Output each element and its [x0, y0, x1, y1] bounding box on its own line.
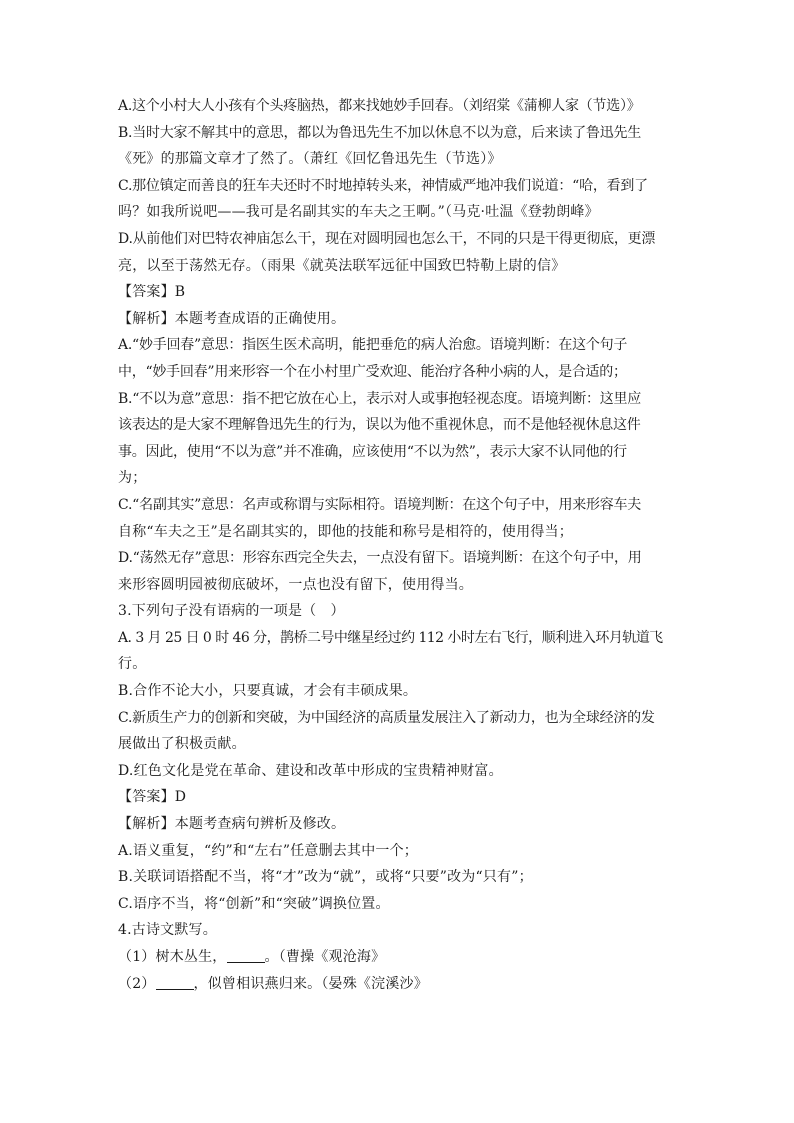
fill-blank-line [118, 944, 678, 971]
fill-blank-suffix: 。（曹操《观沧海》 [264, 949, 386, 965]
text-line: 亮，以至于荡然无存。（雨果《就英法联军远征中国致巴特勒上尉的信》 [118, 257, 566, 274]
text-line: 来形容圆明园被彻底破坏，一点也没有留下，使用得当。 [118, 576, 473, 593]
option-line: 展做出了积极贡献。 [118, 736, 246, 753]
analysis-label: 【解析】本题考查病句辨析及修改。 [118, 816, 346, 833]
option-line: D.红色文化是党在革命、建设和改革中形成的宝贵精神财富。 [118, 762, 503, 779]
text-line: 为； [118, 470, 147, 487]
text-line: B.当时大家不解其中的意思，都以为鲁迅先生不加以休息不以为意，后来读了鲁迅先生 [118, 124, 641, 141]
fill-blank-prefix: （2） [118, 975, 156, 992]
text-line: C.语序不当，将“创新”和“突破”调换位置。 [118, 895, 390, 912]
answer-blank [156, 975, 194, 990]
text-line: B.“不以为意”意思：指不把它放在心上，表示对人或事抱轻视态度。语境判断：这里应 [118, 390, 642, 407]
document-page [118, 93, 678, 997]
text-line: 事。因此，使用“不以为意”并不准确，应该使用“不以为然”，表示大家不认同他的行 [118, 443, 627, 460]
fill-blank-line [118, 971, 678, 998]
fill-blank-prefix: （1）树木丛生， [118, 949, 227, 965]
option-line: A. 3 月 25 日 0 时 46 分，鹊桥二号中继星经过约 112 小时左右飞行，顺利进入环月轨道飞 [118, 629, 663, 646]
text-line: B.关联词语搭配不当，将“才”改为“就”，或将“只要”改为“只有”； [118, 869, 533, 886]
text-line: 《死》的那篇文章才了然了。（萧红《回忆鲁迅先生（节选）》 [118, 151, 502, 168]
text-line: 自称“车夫之王”是名副其实的，即他的技能和称号是相符的，使用得当； [118, 523, 573, 540]
question-title: 4.古诗文默写。 [118, 922, 217, 939]
text-line: A.语义重复，“约”和“左右”任意删去其中一个； [118, 842, 418, 859]
text-line: A.“妙手回春”意思：指医生医术高明，能把垂危的病人治愈。语境判断：在这个句子 [118, 337, 628, 354]
answer-label: 【答案】D [118, 789, 187, 806]
option-line: B.合作不论大小，只要真诚，才会有丰硕成果。 [118, 683, 418, 700]
fill-blank-suffix: ，似曾相识燕归来。（晏殊《浣溪沙》 [193, 975, 428, 992]
text-line: 吗？如我所说吧——我可是名副其实的车夫之王啊。”（马克·吐温《登勃朗峰》 [118, 204, 599, 221]
text-line: C.“名副其实”意思：名声或称谓与实际相符。语境判断：在这个句子中，用来形容车夫 [118, 496, 641, 513]
text-line: A.这个小村大人小孩有个头疼脑热，都来找她妙手回春。（刘绍棠《蒲柳人家（节选）》 [118, 98, 641, 114]
analysis-label: 【解析】本题考查成语的正确使用。 [118, 310, 346, 327]
answer-blank [227, 948, 265, 963]
answer-label: 【答案】B [118, 284, 186, 301]
text-line: C.那位镇定而善良的狂车夫还时不时地掉转头来，神情威严地冲我们说道：“哈，看到了 [118, 177, 648, 194]
text-line: D.“荡然无存”意思：形容东西完全失去，一点没有留下。语境判断：在这个句子中，用 [118, 550, 642, 567]
question-title: 3.下列句子没有语病的一项是（ ） [118, 603, 345, 620]
text-line: D.从前他们对巴特农神庙怎么干，现在对圆明园也怎么干，不同的只是干得更彻底，更漂 [118, 230, 656, 247]
text-line: 该表达的是大家不理解鲁迅先生的行为，误以为他不重视休息，而不是他轻视休息这件 [118, 417, 641, 434]
option-line: 行。 [118, 656, 147, 673]
text-line: 中，“妙手回春”用来形容一个在小村里广受欢迎、能治疗各种小病的人，是合适的； [118, 363, 627, 380]
option-line: C.新质生产力的创新和突破，为中国经济的高质量发展注入了新动力，也为全球经济的发 [118, 709, 655, 726]
